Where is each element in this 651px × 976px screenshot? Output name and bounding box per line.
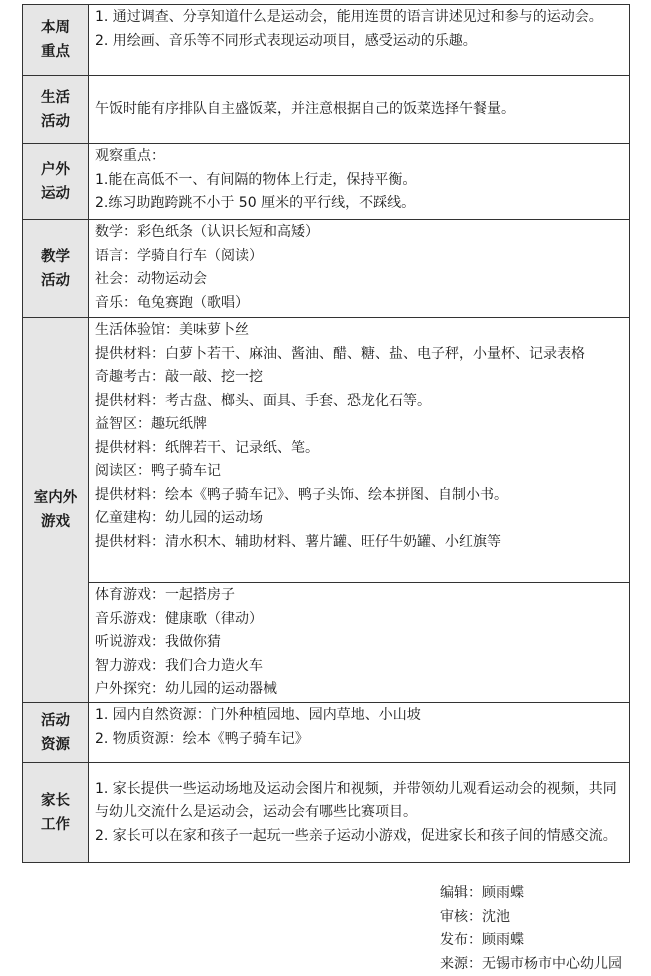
content-line: 音乐：龟兔赛跑（歌唱） bbox=[95, 292, 625, 316]
content-line: 亿童建构：幼儿园的运动场 bbox=[95, 507, 625, 531]
label-line: 工作 bbox=[23, 813, 88, 837]
content-line: 2.练习助跑跨跳不小于 50 厘米的平行线，不踩线。 bbox=[95, 192, 625, 216]
row-teaching-activity bbox=[23, 220, 630, 318]
row-games-part2 bbox=[23, 583, 630, 703]
row-label-teaching-activity bbox=[23, 220, 89, 318]
label-line: 室内外 bbox=[23, 486, 88, 510]
label-line: 活动 bbox=[23, 269, 88, 293]
row-content-games-areas bbox=[89, 318, 630, 583]
content-line: 语言：学骑自行车（阅读） bbox=[95, 245, 625, 269]
label-line: 家长 bbox=[23, 789, 88, 813]
content-line: 户外探究：幼儿园的运动器械 bbox=[95, 678, 625, 702]
content-line: 提供材料：纸牌若干、记录纸、笔。 bbox=[95, 437, 625, 461]
label-line: 资源 bbox=[23, 733, 88, 757]
content-line: 午饭时能有序排队自主盛饭菜，并注意根据自己的饭菜选择午餐量。 bbox=[95, 98, 625, 122]
row-label-resources bbox=[23, 703, 89, 763]
row-content-teaching-activity bbox=[89, 220, 630, 318]
content-line: 提供材料：白萝卜若干、麻油、酱油、醋、糖、盐、电子秤，小量杯、记录表格 bbox=[95, 343, 625, 367]
row-content-weekly-focus bbox=[89, 5, 630, 76]
content-line: 2. 用绘画、音乐等不同形式表现运动项目，感受运动的乐趣。 bbox=[95, 30, 625, 54]
row-label-outdoor-sports bbox=[23, 144, 89, 220]
credit-source: 来源：无锡市杨市中心幼儿园 bbox=[440, 953, 622, 976]
label-line: 重点 bbox=[23, 40, 88, 64]
weekly-plan-table bbox=[22, 4, 630, 863]
row-content-parent-work bbox=[89, 763, 630, 863]
credit-publisher: 发布：顾雨蝶 bbox=[440, 929, 622, 953]
row-games-part1 bbox=[23, 318, 630, 583]
content-line: 提供材料：清水积木、辅助材料、薯片罐、旺仔牛奶罐、小红旗等 bbox=[95, 531, 625, 555]
label-line: 活动 bbox=[23, 709, 88, 733]
credit-editor: 编辑：顾雨蝶 bbox=[440, 882, 622, 906]
content-line: 音乐游戏：健康歌（律动） bbox=[95, 608, 625, 632]
row-weekly-focus bbox=[23, 5, 630, 76]
row-label-life-activity bbox=[23, 76, 89, 144]
row-resources bbox=[23, 703, 630, 763]
row-parent-work bbox=[23, 763, 630, 863]
row-outdoor-sports bbox=[23, 144, 630, 220]
label-line: 本周 bbox=[23, 16, 88, 40]
row-label-parent-work bbox=[23, 763, 89, 863]
label-line: 运动 bbox=[23, 182, 88, 206]
content-line: 益智区：趣玩纸牌 bbox=[95, 413, 625, 437]
row-label-games bbox=[23, 318, 89, 703]
content-line: 奇趣考古：敲一敲、挖一挖 bbox=[95, 366, 625, 390]
content-line: 2. 物质资源：绘本《鸭子骑车记》 bbox=[95, 728, 625, 752]
label-line: 户外 bbox=[23, 158, 88, 182]
content-line: 1.能在高低不一、有间隔的物体上行走，保持平衡。 bbox=[95, 169, 625, 193]
content-line: 阅读区：鸭子骑车记 bbox=[95, 460, 625, 484]
row-life-activity bbox=[23, 76, 630, 144]
content-line: 1. 通过调查、分享知道什么是运动会，能用连贯的语言讲述见过和参与的运动会。 bbox=[95, 6, 625, 30]
row-label-weekly-focus bbox=[23, 5, 89, 76]
content-line: 听说游戏：我做你猜 bbox=[95, 631, 625, 655]
row-content-resources bbox=[89, 703, 630, 763]
row-content-games-play bbox=[89, 583, 630, 703]
content-line: 1. 家长提供一些运动场地及运动会图片和视频，并带领幼儿观看运动会的视频，共同与幼儿交流什么是运动会，运动会有哪些比赛项目。 bbox=[95, 778, 625, 825]
label-line: 活动 bbox=[23, 110, 88, 134]
content-line: 社会：动物运动会 bbox=[95, 268, 625, 292]
credits-footer bbox=[440, 882, 622, 976]
content-line: 生活体验馆：美味萝卜丝 bbox=[95, 319, 625, 343]
content-line: 提供材料：考古盘、榔头、面具、手套、恐龙化石等。 bbox=[95, 390, 625, 414]
content-line: 体育游戏：一起搭房子 bbox=[95, 584, 625, 608]
content-line: 数学：彩色纸条（认识长短和高矮） bbox=[95, 221, 625, 245]
row-content-outdoor-sports bbox=[89, 144, 630, 220]
label-line: 生活 bbox=[23, 86, 88, 110]
label-line: 教学 bbox=[23, 245, 88, 269]
row-content-life-activity bbox=[89, 76, 630, 144]
content-line: 智力游戏：我们合力造火车 bbox=[95, 655, 625, 679]
content-line: 观察重点： bbox=[95, 145, 625, 169]
content-line: 提供材料：绘本《鸭子骑车记》、鸭子头饰、绘本拼图、自制小书。 bbox=[95, 484, 625, 508]
content-line: 1. 园内自然资源：门外种植园地、园内草地、小山坡 bbox=[95, 704, 625, 728]
content-line: 2. 家长可以在家和孩子一起玩一些亲子运动小游戏，促进家长和孩子间的情感交流。 bbox=[95, 825, 625, 849]
label-line: 游戏 bbox=[23, 510, 88, 534]
credit-reviewer: 审核：沈池 bbox=[440, 906, 622, 930]
